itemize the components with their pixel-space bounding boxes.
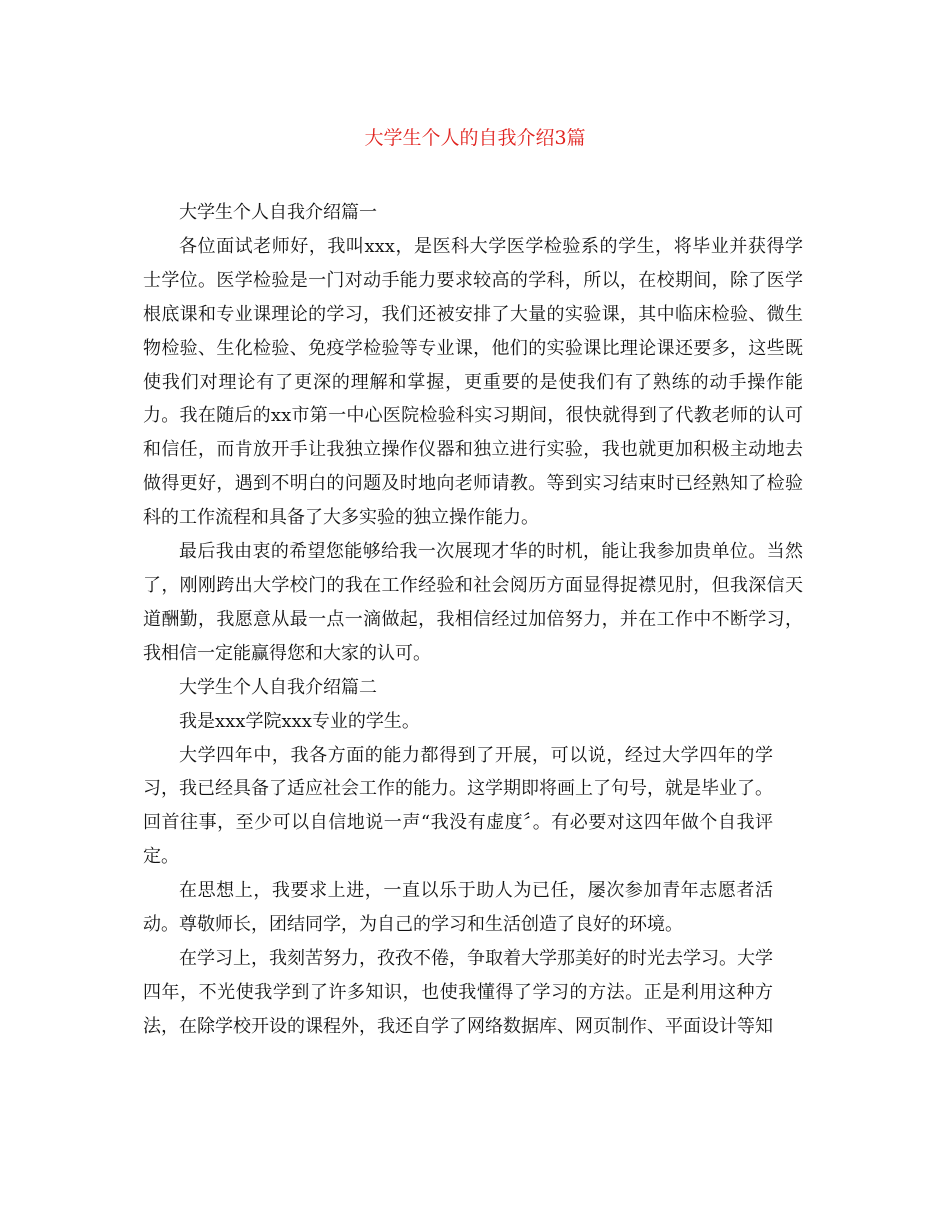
paragraph: 最后我由衷的希望您能够给我一次展现才华的时机，能让我参加贵单位。当然了，刚刚跨出大学校门的我在工作经验和社会阅历方面显得捉襟见肘，但我深信天道酬勤，我愿意从最一点一滴做起，我相信经过加倍努力，并在工作中不断学习，我相信一定能赢得您和大家的认可。	[143, 541, 803, 664]
section-heading-1: 大学生个人自我介绍篇一	[179, 202, 377, 223]
paragraph: 在学习上，我刻苦努力，孜孜不倦，争取着大学那美好的时光去学习。大学四年，不光使我学到了许多知识，也使我懂得了学习的方法。正是利用这种方法，在除学校开设的课程外，我还自学了网络数据库、网页制作、平面设计等知	[143, 947, 773, 1037]
paragraph: 我是xxx学院xxx专业的学生。	[179, 710, 420, 732]
section-heading-2: 大学生个人自我介绍篇二	[179, 676, 377, 698]
paragraph: 各位面试老师好，我叫xxx，是医科大学医学检验系的学生，将毕业并获得学士学位。医学检验是一门对动手能力要求较高的学科，所以，在校期间，除了医学根底课和专业课理论的学习，我们还被安排了大量的实验课，其中临床检验、微生物检验、生化检验、免疫学检验等专业课，他们的实验课比理论课还要多，这些既使我们对理论有了更深的理解和掌握，更重要的是使我们有了熟练的动手操作能力。我在随后的xx市第一中心医院检验科实习期间，很快就得到了代教老师的认可和信任，而肯放开手让我独立操作仪器和独立进行实验，我也就更加积极主动地去做得更好，遇到不明白的问题及时地向老师请教。等到实习结束时已经熟知了检验科的工作流程和具备了大多实验的独立操作能力。	[143, 235, 803, 529]
paragraph: 在思想上，我要求上进，一直以乐于助人为已任，屡次参加青年志愿者活动。尊敬师长，团结同学，为自己的学习和生活创造了良好的环境。	[143, 880, 773, 936]
document-title: 大学生个人的自我介绍3篇	[364, 127, 586, 149]
document-body	[143, 196, 803, 1044]
paragraph: 大学四年中，我各方面的能力都得到了开展，可以说，经过大学四年的学习，我已经具备了适应社会工作的能力。这学期即将画上了句号，就是毕业了。回首往事，至少可以自信地说一声“我没有虚度〞。有必要对这四年做个自我评定。	[143, 744, 773, 868]
